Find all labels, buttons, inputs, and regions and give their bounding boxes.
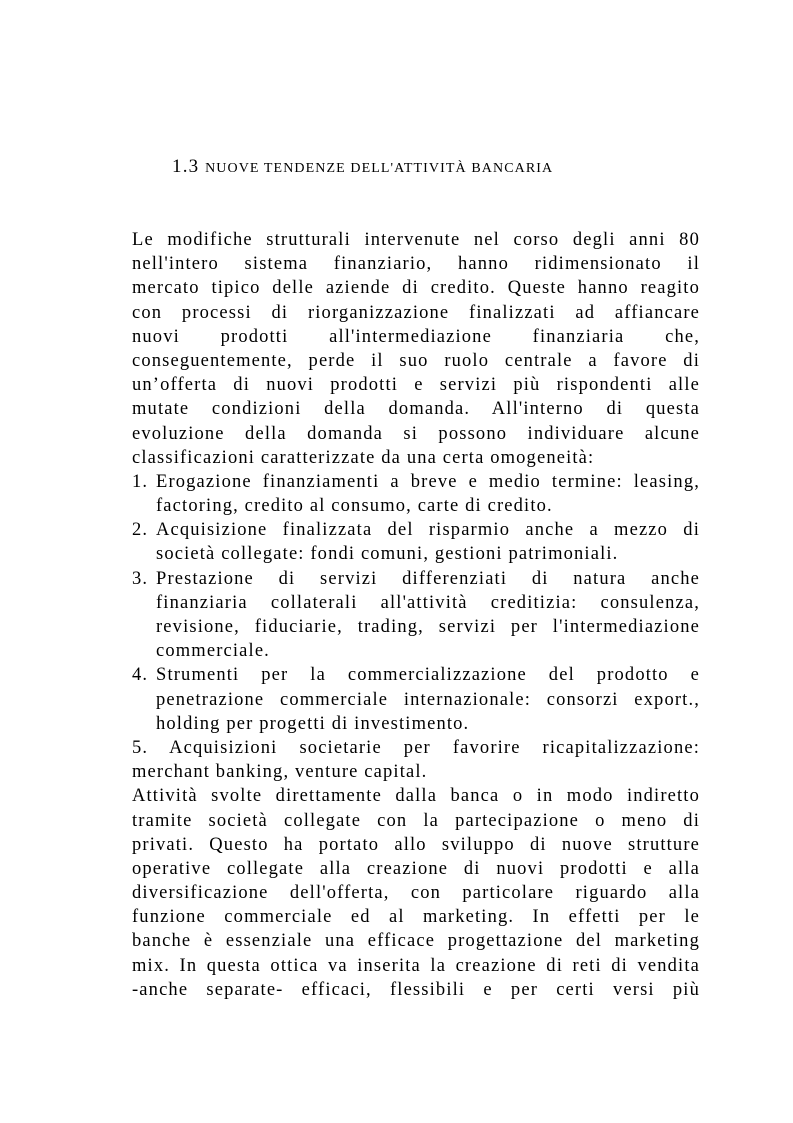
list-item-text: Strumenti per la commercializzazione del prodotto e	[156, 665, 700, 686]
text-line: merchant banking, venture capital.	[132, 762, 428, 783]
text-line	[132, 518, 700, 542]
text-line: conseguentemente, perde il suo ruolo centrale a favore di	[132, 350, 700, 371]
list-marker: 2.	[132, 520, 149, 541]
text-line: privati. Questo ha portato allo sviluppo di nuove strutture	[132, 834, 700, 855]
list-item-text: Prestazione di servizi differenziati di natura anche	[156, 568, 700, 589]
list-item-text: Erogazione finanziamenti a breve e medio termine: leasing,	[156, 471, 700, 492]
list-item	[132, 663, 700, 736]
text-line: 5. Acquisizioni societarie per favorire ricapitalizzazione:	[132, 737, 700, 758]
list-marker: 4.	[132, 665, 149, 686]
list-item	[132, 518, 700, 566]
text-line: un’offerta di nuovi prodotti e servizi più rispondenti alle	[132, 375, 700, 396]
text-line: evoluzione della domanda si possono individuare alcune	[132, 423, 700, 444]
list-item-text: Acquisizione finalizzata del risparmio anche a mezzo di	[156, 520, 700, 541]
text-line: operative collegate alla creazione di nuovi prodotti e alla	[132, 858, 700, 879]
list-marker: 3.	[132, 568, 149, 589]
text-line: nell'intero sistema finanziario, hanno ridimensionato il	[132, 254, 700, 275]
text-line: società collegate: fondi comuni, gestioni patrimoniali.	[156, 544, 619, 565]
list-item	[132, 567, 700, 664]
text-line: banche è essenziale una efficace progettazione del marketing	[132, 931, 700, 952]
text-line	[132, 663, 700, 687]
text-line: factoring, credito al consumo, carte di credito.	[156, 496, 553, 517]
section-number: 1.3	[172, 156, 200, 177]
text-line: con processi di riorganizzazione finalizzati ad affiancare	[132, 302, 700, 323]
text-line: finanziaria collaterali all'attività creditizia: consulenza,	[156, 592, 700, 613]
text-line: tramite società collegate con la partecipazione o meno di	[132, 810, 700, 831]
text-line: mercato tipico delle aziende di credito. Queste hanno reagito	[132, 278, 700, 299]
text-line: Attività svolte direttamente dalla banca o in modo indiretto	[132, 786, 700, 807]
text-line	[132, 470, 700, 494]
section-heading	[172, 156, 553, 178]
text-line	[132, 567, 700, 591]
text-line: funzione commerciale ed al marketing. In effetti per le	[132, 907, 700, 928]
text-line: Le modifiche strutturali intervenute nel corso degli anni 80	[132, 230, 700, 250]
intro-paragraph	[132, 228, 700, 470]
text-line: mutate condizioni della domanda. All'interno di questa	[132, 399, 700, 420]
list-item	[132, 470, 700, 518]
closing-paragraph	[132, 784, 700, 1002]
text-line: nuovi prodotti all'intermediazione finanziaria che,	[132, 326, 700, 347]
text-line: penetrazione commerciale internazionale: consorzi export.,	[156, 689, 700, 710]
list-marker: 1.	[132, 471, 149, 492]
body-text	[132, 228, 700, 1002]
text-line: diversificazione dell'offerta, con particolare riguardo alla	[132, 883, 700, 904]
list-item-5	[132, 736, 700, 784]
text-line: holding per progetti di investimento.	[156, 713, 470, 734]
text-line: revisione, fiduciarie, trading, servizi per l'intermediazione	[156, 617, 700, 637]
section-title: NUOVE TENDENZE DELL'ATTIVITÀ BANCARIA	[205, 161, 554, 176]
text-line: mix. In questa ottica va inserita la creazione di reti di vendita	[132, 955, 700, 976]
numbered-list	[132, 470, 700, 736]
text-line: -anche separate- efficaci, flessibili e per certi versi più	[132, 979, 700, 1000]
text-line: classificazioni caratterizzate da una certa omogeneità:	[132, 447, 595, 468]
text-line: commerciale.	[156, 641, 270, 662]
